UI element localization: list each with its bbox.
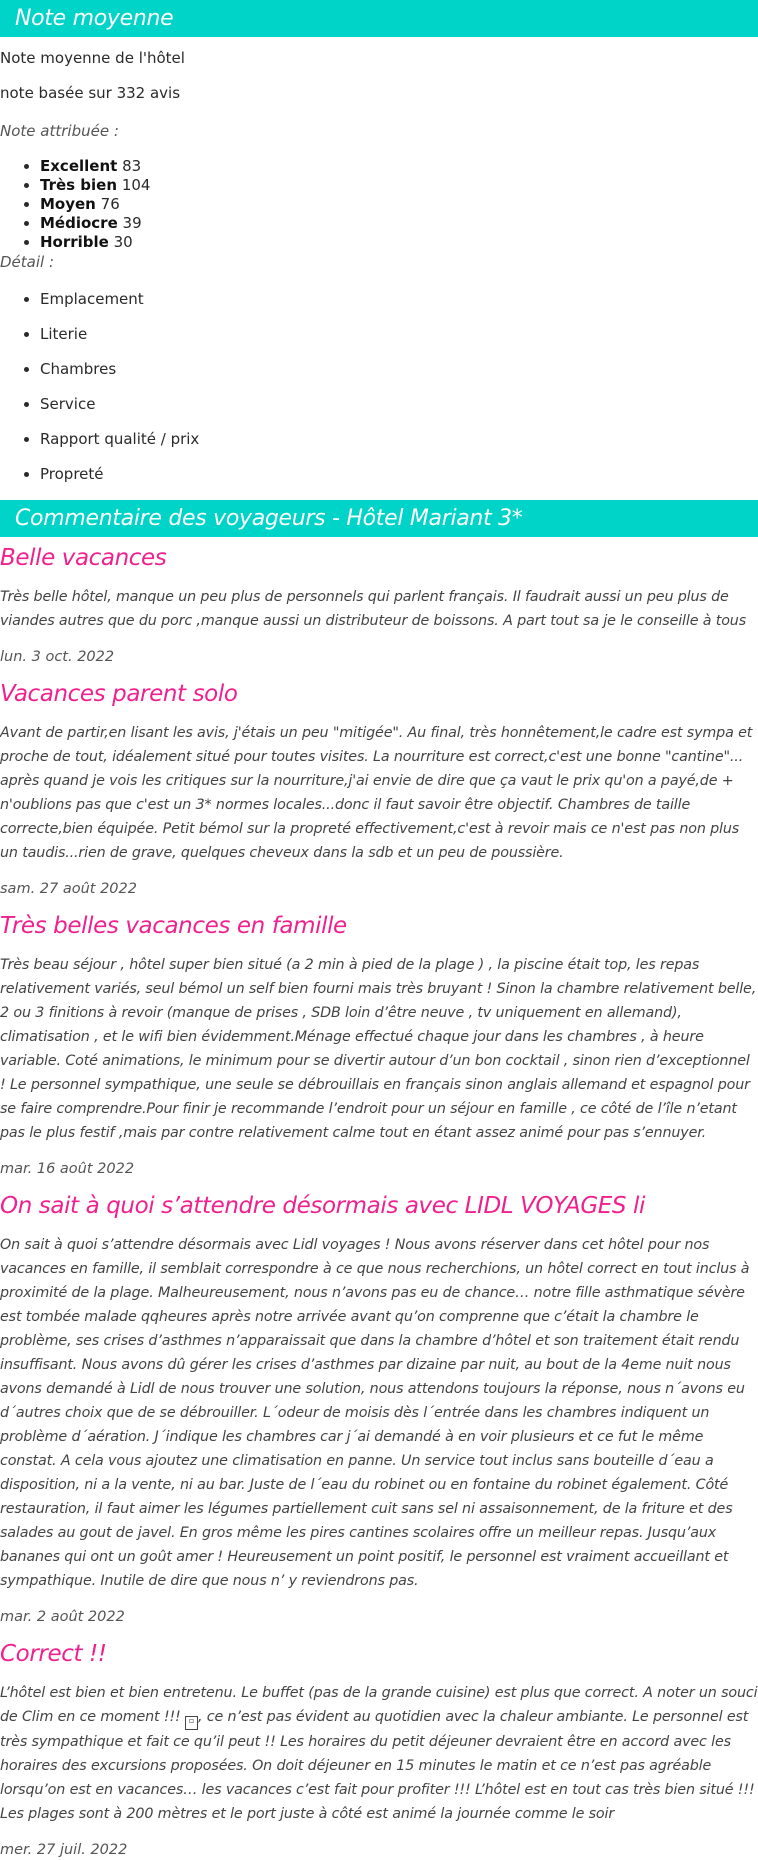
- review-body-end: , ce n’est pas évident au quotidien avec la chaleur ambiante. Le personnel est très sympathique et fait ce qu’il peut !! Les horaires du petit déjeuner devraient être en accord avec les horaires des excursions proposées. On doit déjeuner en 15 minutes le matin et ce n’est pas agréable lorsqu’on est en vacances… les vacances c’est fait pour profiter !!! L’hôtel est en tout cas très bien situé !!! Les plages sont à 200 mètres et le port juste à côté est animé la journée comme le soir: [0, 1709, 755, 1822]
- ratings-list: [0, 157, 758, 252]
- rating-count: 30: [113, 233, 133, 251]
- review-body: Très belle hôtel, manque un peu plus de personnels qui parlent français. Il faudrait aussi un peu plus de viandes autres que du porc ,manque aussi un distributeur de boissons. A part tout sa je le conseille à tous: [0, 589, 746, 629]
- rating-item: [40, 233, 758, 252]
- rating-label: Excellent: [40, 157, 118, 175]
- rating-item: [40, 176, 758, 195]
- review-title: Correct !!: [0, 1641, 107, 1667]
- review-item: [0, 679, 758, 899]
- rating-label: Moyen: [40, 195, 96, 213]
- detail-list: [0, 290, 758, 484]
- detail-item-service: • Service: [40, 395, 758, 414]
- detail-item-emplacement: • Emplacement: [40, 290, 758, 309]
- detail-item-rapport-qualite-prix: • Rapport qualité / prix: [40, 430, 758, 449]
- review-item: [0, 1639, 758, 1860]
- rating-summary: [0, 48, 758, 484]
- review-title: Vacances parent solo: [0, 681, 238, 707]
- review-title: Très belles vacances en famille: [0, 913, 347, 939]
- rating-count: 83: [122, 157, 142, 175]
- review-body-start: L’hôtel est bien et bien entretenu. Le buffet (pas de la grande cuisine) est plus que correct. A noter un souci de Clim en ce moment !!!: [0, 1685, 758, 1725]
- average-rating-heading: Note moyenne: [0, 0, 758, 37]
- comments-heading: Commentaire des voyageurs - Hôtel Mariant 3*: [0, 500, 758, 537]
- review-body: On sait à quoi s’attendre désormais avec Lidl voyages ! Nous avons réserver dans cet hôtel pour nos vacances en famille, il semblait correspondre à ce que nous recherchions, un hôtel correct en tout inclus à proximité de la plage. Malheureusement, nous n’avons pas eu de chance… notre fille asthmatique sévère est tombée malade qqheures après notre arrivée avant qu’on comprenne que c’était la chambre le problème, ses crises d’asthmes n’apparaissait que dans la chambre d’hôtel et son traitement était rendu insuffisant. Nous avons dû gérer les crises d’asthmes par dizaine par nuit, au bout de la 4eme nuit nous avons demandé à Lidl de nous trouver une solution, nous attendons toujours la réponse, nous n´avons eu d´autres choix que de se débrouiller. L´odeur de moisis dès l´entrée dans les chambres indiquent un problème d´aération. J´indique les chambres car j´ai demandé à en voir plusieurs et ce fut le même constat. A cela vous ajoutez une climatisation en panne. Un service tout inclus sans bouteille d´eau a disposition, ni a la vente, ni au bar. Juste de l´eau du robinet ou en fontaine du robinet également. Côté restauration, il faut aimer les légumes partiellement cuit sans sel ni assaisonnement, de la friture et des salades au gout de javel. En gros même les pires cantines scolaires offre un meilleur repas. Jusqu’aux bananes qui ont un goût amer ! Heureusement un point positif, le personnel est vraiment accueillant et sympathique. Inutile de dire que nous n’ y reviendrons pas.: [0, 1237, 750, 1589]
- comments-section: [0, 500, 758, 1860]
- rating-item: [40, 157, 758, 176]
- review-body: Avant de partir,en lisant les avis, j'étais un peu "mitigée". Au final, très honnêtement,le cadre est sympa et proche de tout, idéalement situé pour toutes visites. La nourriture est correct,c'est une bonne "cantine"... après quand je vois les critiques sur la nourriture,j'ai envie de dire que ça vaut le prix qu'on a payé,de + n'oublions pas que c'est un 3* normes locales...donc il faut savoir être objectif. Chambres de taille correcte,bien équipée. Petit bémol sur la propreté effectivement,c'est à revoir mais ce n'est pas non plus un taudis...rien de grave, quelques cheveux dans la sdb et un peu de poussière.: [0, 725, 753, 861]
- review-date: sam. 27 août 2022: [0, 881, 137, 897]
- detail-item-literie: • Literie: [40, 325, 758, 344]
- hotel-average-label: Note moyenne de l'hôtel: [0, 49, 185, 67]
- review-date: mar. 16 août 2022: [0, 1161, 135, 1177]
- rating-label: Horrible: [40, 233, 109, 251]
- rating-item: [40, 195, 758, 214]
- detail-item-chambres: • Chambres: [40, 360, 758, 379]
- rating-count: 76: [100, 195, 120, 213]
- rating-count: 39: [122, 214, 142, 232]
- review-item: [0, 911, 758, 1179]
- rating-label: Médiocre: [40, 214, 118, 232]
- review-item: [0, 543, 758, 667]
- review-date: lun. 3 oct. 2022: [0, 649, 115, 665]
- rating-count: 104: [121, 176, 151, 194]
- rating-item: [40, 214, 758, 233]
- review-count-text: note basée sur 332 avis: [0, 84, 181, 102]
- missing-glyph-icon: ▫: [185, 1716, 198, 1730]
- rating-label: Très bien: [40, 176, 118, 194]
- review-date: mar. 2 août 2022: [0, 1609, 125, 1625]
- review-date: mer. 27 juil. 2022: [0, 1842, 128, 1858]
- detail-label: Détail :: [0, 253, 55, 271]
- review-title: Belle vacances: [0, 545, 167, 571]
- review-body: Très beau séjour , hôtel super bien situé (a 2 min à pied de la plage ) , la piscine était top, les repas relativement variés, seul bémol un self bien fourni mais très bruyant ! Sinon la chambre relativement belle, 2 ou 3 finitions à revoir (manque de prises , SDB loin d’être neuve , tv uniquement en allemand), climatisation , et le wifi bien évidemment.Ménage effectué chaque jour dans les chambres , à heure variable. Coté animations, le minimum pour se divertir autour d’un bon cocktail , sinon rien d’exceptionnel ! Le personnel sympathique, une seule se débrouillais en français sinon anglais allemand et espagnol pour se faire comprendre.Pour finir je recommande l’endroit pour un séjour en famille , ce côté de l’île n’etant pas le plus festif ,mais par contre relativement calme tout en étant assez animé pour pas s’ennuyer.: [0, 957, 757, 1141]
- review-title: On sait à quoi s’attendre désormais avec LIDL VOYAGES li: [0, 1193, 645, 1219]
- review-item: [0, 1191, 758, 1627]
- average-rating-section: [0, 0, 758, 484]
- ratings-label: Note attribuée :: [0, 122, 119, 140]
- detail-item-proprete: • Propreté: [40, 465, 758, 484]
- review-body: [0, 1681, 758, 1826]
